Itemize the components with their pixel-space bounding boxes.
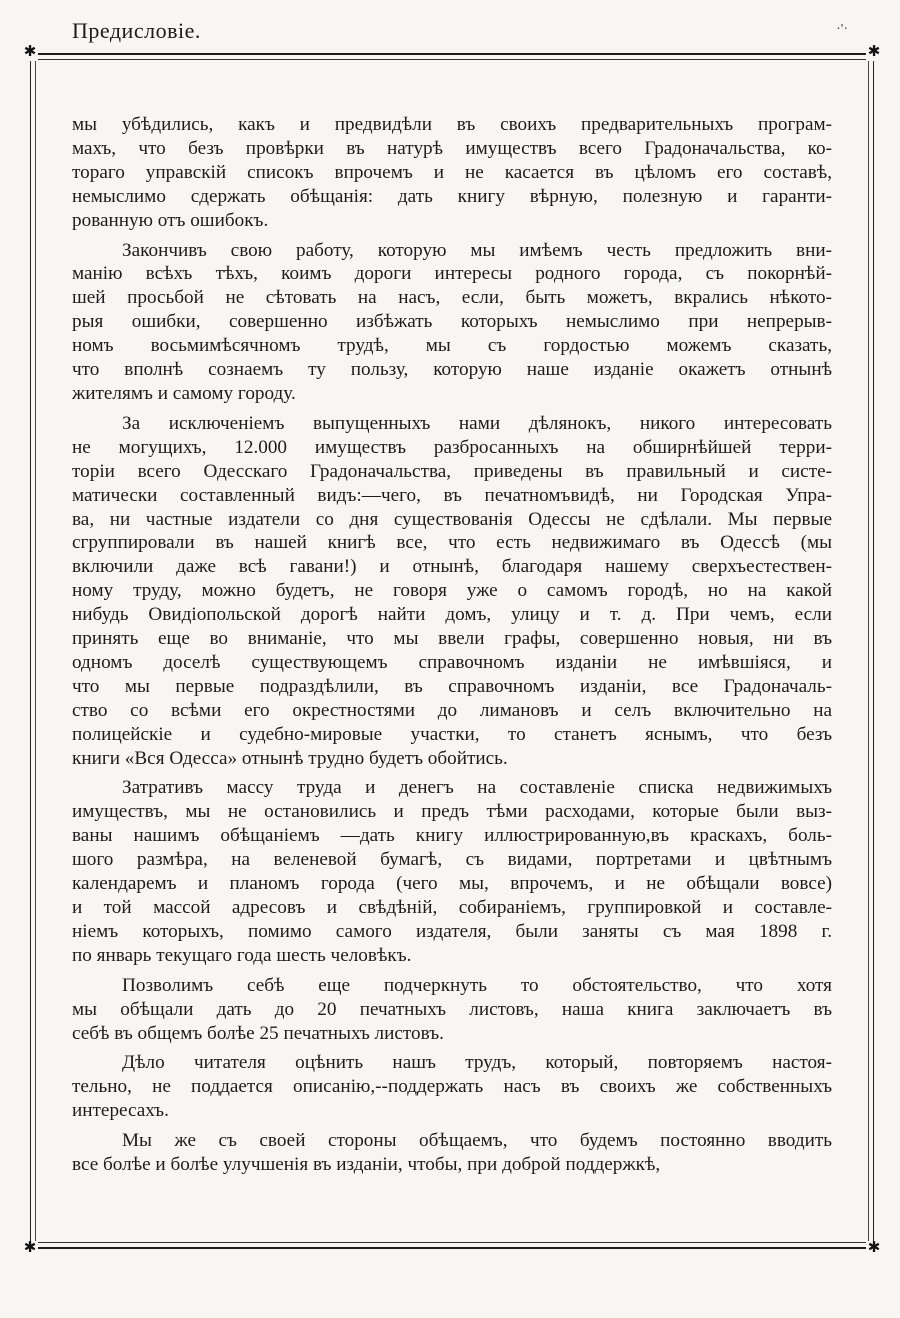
text-line: жителямъ и самому городу. <box>72 382 296 404</box>
frame-bottom-rule <box>36 1247 868 1249</box>
corner-ornament-icon: ✱ <box>23 44 37 60</box>
text-line: манію всѣхъ тѣхъ, коимъ дороги интересы родного города, съ покорнѣй- <box>72 263 832 285</box>
text-line: ніемъ которыхъ, помимо самого издателя, были заняты съ мая 1898 г. <box>72 920 832 942</box>
text-line: матически составленный видъ:—чего, въ печатномъвидѣ, ни Городская Упра- <box>72 484 832 506</box>
text-line: интересахъ. <box>72 1100 169 1122</box>
corner-mark: ·'· <box>836 22 848 37</box>
paragraph <box>72 412 832 771</box>
text-line: торіи всего Одесскаго Градоначальства, приведены въ правильный и систе- <box>72 460 832 482</box>
paragraph <box>72 113 832 233</box>
frame-bottom-inner-rule <box>36 1242 868 1243</box>
paragraph <box>72 1051 832 1123</box>
text-line: включили даже всѣ гавани!) и отнынѣ, благодаря нашему сверхъестествен- <box>72 556 832 578</box>
corner-ornament-icon: ✱ <box>867 44 881 60</box>
text-line: шей просьбой не сѣтовать на насъ, если, быть можетъ, вкрались нѣкото- <box>72 287 832 309</box>
paragraph <box>72 974 832 1046</box>
text-line: Затративъ массу труда и денегъ на составленіе списка недвижимыхъ <box>122 777 832 799</box>
text-line: немыслимо сдержать обѣщанія: дать книгу вѣрную, полезную и гаранти- <box>72 185 832 207</box>
text-line: книги «Вся Одесса» отнынѣ трудно будетъ обойтись. <box>72 747 508 769</box>
text-line: мы убѣдились, какъ и предвидѣли въ своихъ предварительныхъ програм- <box>72 114 832 135</box>
text-line: себѣ въ общемъ болѣе 25 печатныхъ листовъ. <box>72 1022 444 1044</box>
text-line: Позволимъ себѣ еще подчеркнуть то обстоятельство, что хотя <box>122 974 832 996</box>
text-line: шого размѣра, на веленевой бумагѣ, съ видами, портретами и цвѣтнымъ <box>72 849 832 871</box>
text-line: номъ восьмимѣсячномъ трудѣ, мы съ гордостью можемъ сказать, <box>72 335 832 357</box>
text-line: одномъ доселѣ существующемъ справочномъ изданіи не имѣвшіяся, и <box>72 651 832 673</box>
text-line: по январь текущаго года шесть человѣкъ. <box>72 944 412 966</box>
text-line: все болѣе и болѣе улучшенія въ изданіи, чтобы, при доброй поддержкѣ, <box>72 1154 661 1176</box>
text-line: что мы первые подраздѣлили, въ справочномъ изданіи, все Градоначаль- <box>72 675 832 697</box>
text-line: и той массой адресовъ и свѣдѣній, собираніемъ, группировкой и составле- <box>72 897 832 918</box>
text-line: имуществъ, мы не остановились и предъ тѣми расходами, которые были выз- <box>72 801 832 823</box>
frame-left-rule <box>30 53 31 1249</box>
text-line: мы обѣщали дать до 20 печатныхъ листовъ, наша книга заключаетъ въ <box>72 998 832 1020</box>
text-line: ваны нашимъ обѣщаніемъ —дать книгу иллюстрированную,въ краскахъ, боль- <box>72 825 832 847</box>
text-line: ному труду, можно будетъ, не говоря уже о самомъ городѣ, но на какой <box>72 580 832 602</box>
text-line: тораго управскій списокъ впрочемъ и не касается въ цѣломъ его составѣ, <box>72 161 832 183</box>
text-line: рованную отъ ошибокъ. <box>72 209 269 231</box>
text-line: не могущихъ, 12.000 имуществъ разбросанныхъ на обширнѣйшей терри- <box>72 436 832 458</box>
frame-top-rule <box>36 53 868 55</box>
text-line: Дѣло читателя оцѣнить нашъ трудъ, который, повторяемъ настоя- <box>122 1052 832 1074</box>
text-line: ва, ни частные издатели со дня существованія Одессы не сдѣлали. Мы первые <box>72 508 832 530</box>
text-line: ство со всѣми его окрестностями до лимановъ и селъ включительно на <box>72 699 832 721</box>
corner-ornament-icon: ✱ <box>23 1240 37 1256</box>
text-line: нибудь Овидіопольской дорогѣ найти домъ, улицу и т. д. При чемъ, если <box>72 604 832 626</box>
text-line: принять еще во вниманіе, что мы ввели графы, совершенно новыя, ни въ <box>72 628 832 650</box>
paragraph <box>72 239 832 406</box>
text-line: сгруппировали въ нашей книгѣ все, что есть недвижимаго въ Одессѣ (мы <box>72 532 832 554</box>
paragraph <box>72 776 832 967</box>
text-line: За исключеніемъ выпущенныхъ нами дѣлянокъ, никого интересовать <box>122 412 832 434</box>
frame-left-inner-rule <box>35 59 36 1243</box>
text-line: полицейскіе и судебно-мировые участки, то станетъ яснымъ, что безъ <box>72 723 832 745</box>
preface-body-text <box>72 113 832 1183</box>
text-line: что вполнѣ сознаемъ ту пользу, которую наше изданіе окажетъ отнынѣ <box>72 359 832 381</box>
text-line: тельно, не поддается описанію,--поддержать насъ въ своихъ же собственныхъ <box>72 1076 832 1098</box>
frame-right-rule <box>873 53 874 1249</box>
text-line: рыя ошибки, совершенно избѣжать которыхъ немыслимо при непрерыв- <box>72 311 832 333</box>
corner-ornament-icon: ✱ <box>867 1240 881 1256</box>
text-line: Мы же съ своей стороны обѣщаемъ, что будемъ постоянно вводить <box>122 1130 832 1152</box>
paragraph <box>72 1129 832 1177</box>
running-head: Предисловіе. <box>72 18 201 43</box>
text-line: календаремъ и планомъ города (чего мы, впрочемъ, и не обѣщали вовсе) <box>72 873 832 895</box>
frame-right-inner-rule <box>868 59 869 1243</box>
text-line: махъ, что безъ провѣрки въ натурѣ имуществъ всего Градоначальства, ко- <box>72 137 832 159</box>
text-line: Закончивъ свою работу, которую мы имѣемъ честь предложить вни- <box>122 239 832 261</box>
frame-top-inner-rule <box>36 59 868 60</box>
